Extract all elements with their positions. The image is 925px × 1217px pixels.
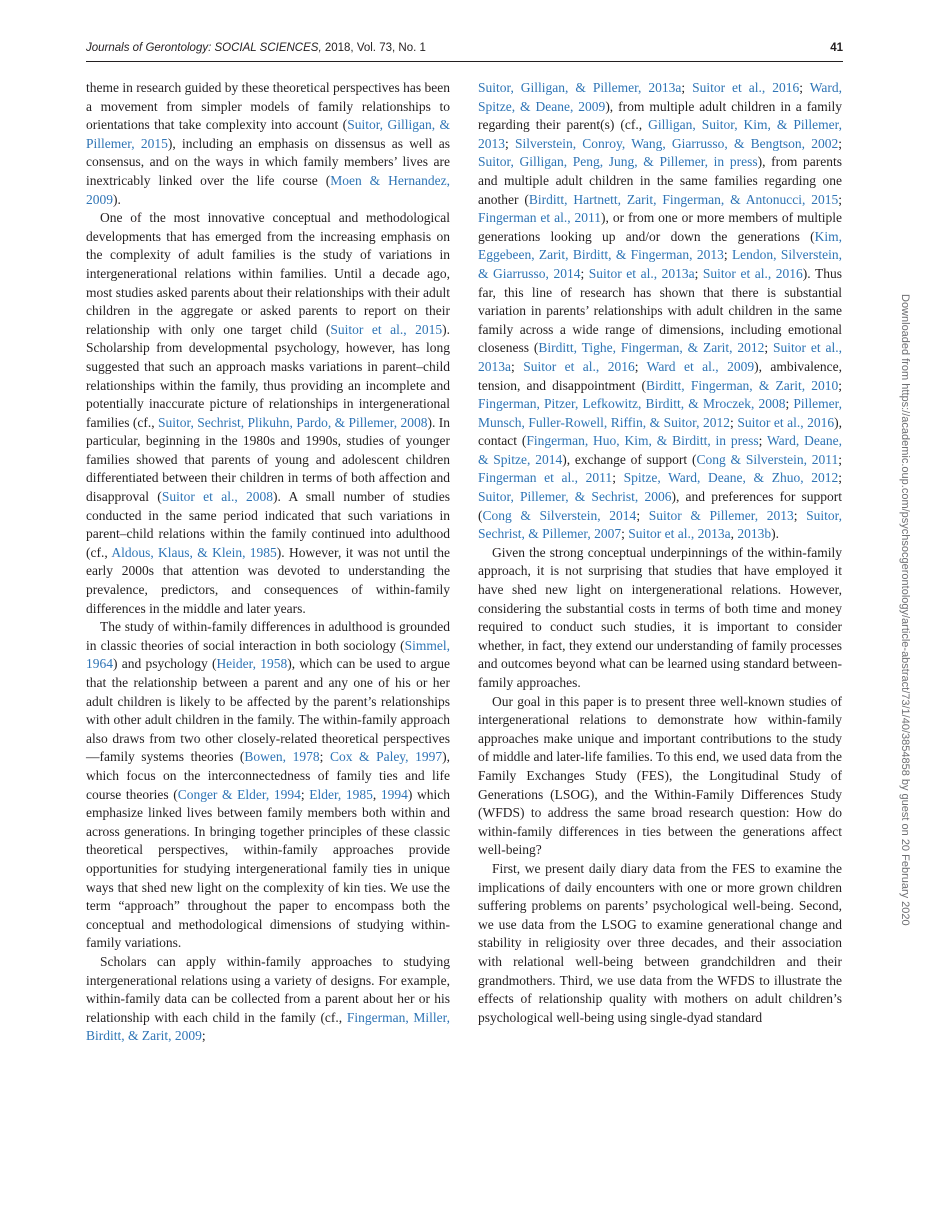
paragraph [86, 209, 450, 618]
paragraph [478, 693, 842, 860]
body-text: ). [113, 191, 121, 207]
citation-link[interactable]: 2013b [737, 526, 772, 542]
citation-link[interactable]: Fingerman et al., 2011 [478, 470, 613, 486]
citation-link[interactable]: Spitze, Ward, Deane, & Zhuo, 2012 [623, 470, 839, 486]
citation-link[interactable]: Suitor et al., 2008 [161, 489, 274, 505]
left-column [86, 79, 450, 1046]
citation-link[interactable]: Suitor, Gilligan, & Pillemer, 2015 [86, 117, 450, 151]
citation-link[interactable]: Suitor et al., 2015 [330, 321, 443, 337]
body-text: ). However, it was not until the early 2000s that attention was devoted to understanding the prevalence, predictors, and consequences of within-family differences in the middle and later years. [86, 544, 450, 616]
body-text: ; [764, 340, 774, 356]
citation-link[interactable]: Birditt, Fingerman, & Zarit, 2010 [646, 377, 839, 393]
body-text: ; [838, 191, 842, 207]
paragraph [86, 618, 450, 953]
body-text: One of the most innovative conceptual and methodological developments that has emerged from the increasing emphasis on the complexity of adult families is the study of variations in intergenerational relations within families. Until a decade ago, most studies asked parents about their relationships with their adult children in the aggregate or asked parents to report on their relationship with only one target child ( [86, 210, 450, 337]
body-text: ; [838, 135, 842, 151]
paragraph [478, 544, 842, 693]
body-text: Our goal in this paper is to present three well-known studies of intergenerational relations to demonstrate how within-family approaches make unique and important contributions to the study of middle and later-life families. To this end, we used data from the Family Exchanges Study (FES), the Longitudinal Study of Generations (LSOG), and the Within-Family Differences Study (WFDS) to address the same broad research question: How do within-family differences in ties between the generations affect well-being? [478, 693, 842, 858]
body-text: ). In particular, beginning in the 1980s and 1990s, studies of younger families showed that parents of young and adolescent children differentiated between their children in terms of both affection and disapproval ( [86, 414, 450, 505]
citation-link[interactable]: Suitor et al., 2013a [588, 265, 695, 281]
paragraph [86, 953, 450, 1046]
body-text: ), ambivalence, tension, and disappointment ( [478, 358, 842, 393]
citation-link[interactable]: Fingerman, Miller, Birditt, & Zarit, 2009 [86, 1009, 450, 1044]
citation-link[interactable]: Suitor, Sechrist, & Pillemer, 2007 [478, 507, 842, 542]
paragraph [478, 79, 842, 544]
body-text: ), or from one or more members of multiple generations looking up and/or down the generations ( [478, 210, 842, 244]
body-text: ; [838, 451, 843, 467]
citation-link[interactable]: Suitor et al., 2016 [692, 80, 800, 95]
body-text: ; [838, 470, 842, 486]
citation-link[interactable]: Suitor et al., 2016 [702, 265, 803, 281]
header-rule [86, 61, 843, 62]
download-watermark [897, 250, 913, 970]
citation-link[interactable]: Suitor et al., 2016 [737, 414, 835, 430]
body-text: ; [621, 526, 629, 542]
body-text: ) and psychology ( [113, 656, 217, 672]
citation-link[interactable]: Ward, Spitze, & Deane, 2009 [478, 80, 842, 114]
body-text: ), contact ( [478, 414, 843, 449]
journal-volume: 2018, Vol. 73, No. 1 [321, 42, 426, 54]
citation-link[interactable]: Fingerman et al., 2011 [478, 210, 602, 226]
citation-link[interactable]: 1994 [380, 786, 408, 802]
citation-link[interactable]: Suitor et al., 2013a [628, 526, 731, 542]
body-text: ; [319, 749, 330, 765]
citation-link[interactable]: Birditt, Hartnett, Zarit, Fingerman, & Antonucci, 2015 [528, 191, 839, 207]
body-text: , [730, 526, 738, 542]
body-text: ) which emphasize linked lives between family members both within and across generations. In bringing together principles of these classic theoretical perspectives, within-family approaches provide opportunities for studying intergenerational family ties in unique ways that shed new light on the complexity of kin ties. We use the term “approach” throughout the paper to encompass both the conceptual and methodological dimensions of studying within-family variations. [86, 786, 451, 951]
citation-link[interactable]: Elder, 1985 [309, 786, 373, 802]
citation-link[interactable]: Conger & Elder, 1994 [177, 786, 301, 802]
body-text: ). [771, 526, 779, 542]
citation-link[interactable]: Fingerman, Pitzer, Lefkowitz, Birditt, & Mroczek, 2008 [478, 396, 786, 412]
citation-link[interactable]: Fingerman, Huo, Kim, & Birditt, in press [526, 433, 759, 449]
body-text: ). Thus far, this line of research has shown that there is substantial variation in parents’ relationships with adult children in the same family across a wide range of dimensions, including emotional closeness ( [478, 265, 842, 356]
body-text: ), which can be used to argue that the relationship between a parent and any one of his or her adult children is likely to be affected by the parent’s relationships with other adult children in the family. The within-family approach also draws from two other closely-related theoretical perspectives—family systems theories ( [86, 656, 450, 765]
body-text: ; [612, 470, 624, 486]
body-text: Scholars can apply within-family approaches to studying intergenerational relations using a variety of designs. For example, within-family data can be collected from a parent about her or his relationship with each child in the family (cf., [86, 953, 450, 1025]
citation-link[interactable]: Simmel, 1964 [86, 637, 450, 672]
body-text: ; [634, 358, 647, 374]
paragraph [86, 79, 450, 209]
body-text: ; [511, 358, 524, 374]
body-text: theme in research guided by these theoretical perspectives has been a movement from simpler models of family relationships to orientations that take complexity into account ( [86, 80, 450, 133]
right-column [478, 79, 842, 1027]
body-text: ; [505, 135, 515, 151]
body-text: ; [636, 507, 649, 523]
body-text: ), including an emphasis on dissensus as well as consensus, and on the ways in which family members’ lives are inextricably linked over the life course ( [86, 135, 451, 188]
body-text: ; [300, 786, 310, 802]
citation-link[interactable]: Suitor, Gilligan, Peng, Jung, & Pillemer, in press [478, 154, 758, 170]
body-text: ; [694, 265, 703, 281]
citation-link[interactable]: Birditt, Tighe, Fingerman, & Zarit, 2012 [538, 340, 765, 356]
body-text: ; [793, 507, 807, 523]
body-text: ; [201, 1028, 206, 1044]
body-text: ). A small number of studies conducted in the same period indicated that such variations in parent–child relations within the family continued into adulthood (cf., [86, 489, 450, 560]
citation-link[interactable]: Bowen, 1978 [244, 749, 320, 765]
body-text: ; [838, 377, 842, 393]
body-text: ; [758, 433, 768, 449]
citation-link[interactable]: Suitor, Sechrist, Plikuhn, Pardo, & Pillemer, 2008 [158, 414, 428, 430]
citation-link[interactable]: Suitor, Gilligan, & Pillemer, 2013a [478, 80, 682, 95]
page-number: 41 [830, 42, 843, 54]
body-text: ; [580, 265, 589, 281]
body-text: ; [799, 80, 810, 95]
running-header [86, 42, 843, 58]
body-text: ; [723, 247, 732, 263]
body-text: ), from multiple adult children in a family regarding their parent(s) (cf., [478, 98, 842, 133]
citation-link[interactable]: Pillemer, Munsch, Fuller-Rowell, Riffin, & Suitor, 2012 [478, 396, 842, 430]
body-text: ), and preferences for support ( [478, 489, 842, 523]
citation-link[interactable]: Suitor et al., 2016 [523, 358, 635, 374]
citation-link[interactable]: Ward et al., 2009 [646, 358, 755, 374]
journal-title: Journals of Gerontology: SOCIAL SCIENCES, 2018, Vol. 73, No. 1 [86, 42, 426, 54]
citation-link[interactable]: Cong & Silverstein, 2014 [482, 507, 637, 523]
body-text: The study of within-family differences in adulthood is grounded in classic theories of social interaction in both sociology ( [86, 619, 450, 653]
citation-link[interactable]: Gilligan, Suitor, Kim, & Pillemer, 2013 [478, 117, 842, 151]
citation-link[interactable]: Moen & Hernandez, 2009 [86, 172, 450, 207]
citation-link[interactable]: Suitor et al., 2013a [478, 340, 843, 374]
paragraph [478, 860, 842, 1027]
citation-link[interactable]: Suitor, Pillemer, & Sechrist, 2006 [478, 489, 672, 505]
citation-link[interactable]: Aldous, Klaus, & Klein, 1985 [111, 544, 277, 560]
body-text: Given the strong conceptual underpinnings of the within-family approach, it is not surprising that studies that have employed it have shed new light on intergenerational relations. However, considering the substantial costs in terms of both time and money required to conduct such studies, it is important to consider whether, in fact, they extend our understanding of family processes and outcomes beyond what can be learned using standard between-family approaches. [478, 544, 842, 690]
citation-link[interactable]: Suitor & Pillemer, 2013 [648, 507, 794, 523]
body-text: ), from parents and multiple adult children in the same families regarding one another ( [478, 154, 842, 207]
body-text: ), exchange of support ( [562, 451, 697, 467]
download-note: Downloaded from https://academic.oup.com/psychsocgerontology/article-abstract/73/1/40/3854858 by guest on 20 February 2020 [899, 294, 911, 926]
citation-link[interactable]: Ward, Deane, & Spitze, 2014 [478, 433, 842, 467]
body-text: ; [730, 414, 738, 430]
body-text: First, we present daily diary data from the FES to examine the implications of daily encounters with one or more grown children suffering problems on parents’ psychological well-being. Second, we use data from the LSOG to examine generational change and stability in religiosity over three decades, and their association with relational well-being between grandchildren and their grandmothers. Third, we use data from the WFDS to illustrate the effects of relationship quality with mothers on adult children’s psychological well-being using single-dyad standard [478, 860, 842, 1025]
body-text: ), which focus on the interconnectedness of family ties and life course theories ( [86, 749, 450, 802]
citation-link[interactable]: Heider, 1958 [216, 656, 288, 672]
body-text: , [372, 786, 381, 802]
body-text: ; [785, 396, 794, 412]
citation-link[interactable]: Cong & Silverstein, 2011 [696, 451, 839, 467]
body-text: ). Scholarship from developmental psychology, however, has long suggested that such an approach masks variations in parent–child relationships within the family, thus providing an incomplete and potentially inaccurate picture of relationships in intergenerational families (cf., [86, 321, 450, 430]
body-text: ; [681, 80, 693, 95]
citation-link[interactable]: Lendon, Silverstein, & Giarrusso, 2014 [478, 247, 842, 281]
citation-link[interactable]: Silverstein, Conroy, Wang, Giarrusso, & Bengtson, 2002 [514, 135, 839, 151]
citation-link[interactable]: Cox & Paley, 1997 [329, 749, 443, 765]
citation-link[interactable]: Kim, Eggebeen, Zarit, Birditt, & Fingerman, 2013 [478, 228, 842, 263]
